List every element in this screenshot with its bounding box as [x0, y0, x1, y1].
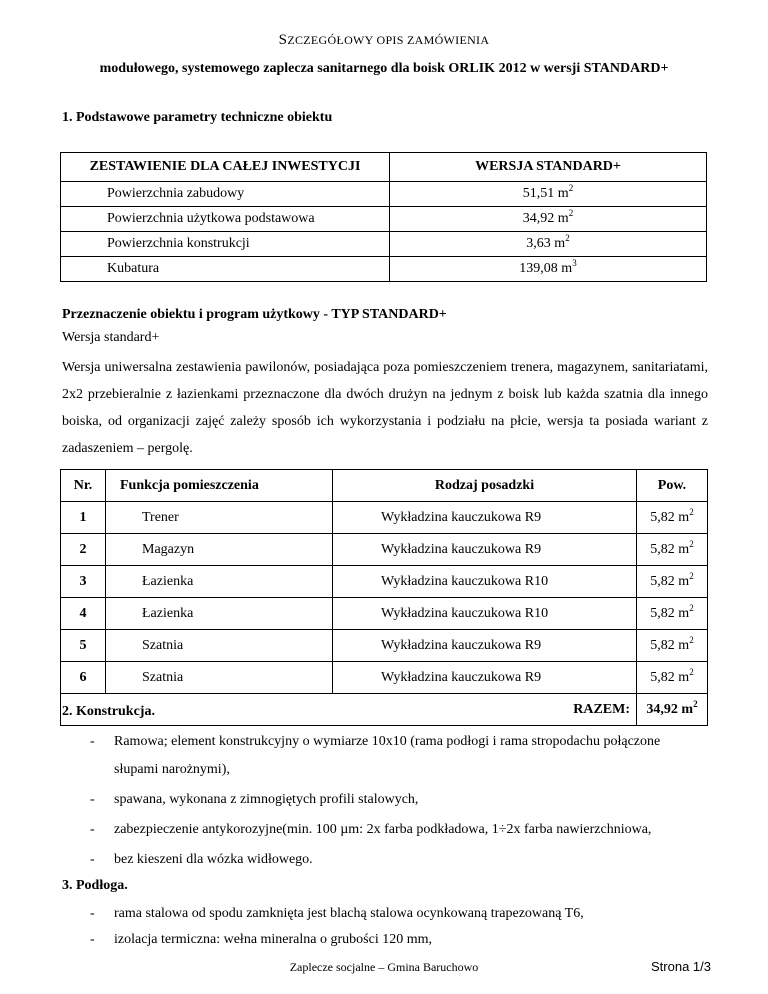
parameters-header-left: ZESTAWIENIE DLA CAŁEJ INWESTYCJI: [61, 153, 390, 182]
table-row: [61, 566, 708, 598]
room-function: Łazienka: [106, 598, 333, 630]
total-label: RAZEM:: [61, 694, 637, 726]
table-row: [61, 232, 707, 257]
room-floor: Wykładzina kauczukowa R9: [333, 534, 637, 566]
dash-marker: -: [90, 932, 95, 947]
list-item: słupami narożnymi),: [114, 762, 230, 777]
room-nr: 3: [61, 566, 106, 598]
param-value: 51,51 $m^2$: [390, 182, 707, 207]
total-value: 34,92 $m^2$: [637, 694, 708, 726]
rooms-total-row: [61, 694, 708, 726]
param-label: Kubatura: [61, 257, 390, 282]
room-nr: 2: [61, 534, 106, 566]
room-function: Szatnia: [106, 630, 333, 662]
header-area: Pow.: [637, 470, 708, 502]
purpose-paragraph: Wersja uniwersalna zestawienia pawilonów, posiadająca poza pomieszczeniem trenera, magazynem, sanitariatami, 2x2 przebieralnie z łazienkami przeznaczone dla dwóch drużyn na jednym z boisk lub każda szatnia dla innego boiska, od organizacji zajęć zależy sposób ich wykorzystania i podziału na płcie, wersja ta posiada wariant z zadaszeniem – pergolę.: [62, 360, 708, 456]
room-floor: Wykładzina kauczukowa R10: [333, 598, 637, 630]
table-row: [61, 662, 708, 694]
list-item: rama stalowa od spodu zamknięta jest blachą stalowa ocynkowaną trapezowaną T6,: [114, 906, 584, 921]
param-value: 3,63 $m^2$: [390, 232, 707, 257]
document-title: [0, 32, 768, 49]
table-row: [61, 257, 707, 282]
header-function: Funkcja pomieszczenia: [106, 470, 333, 502]
room-area: 5,82 $m^2$: [637, 630, 708, 662]
section3-heading: 3. Podłoga.: [62, 878, 128, 893]
header-nr: Nr.: [61, 470, 106, 502]
room-nr: 4: [61, 598, 106, 630]
purpose-heading: Przeznaczenie obiektu i program użytkowy - TYP STANDARD+: [62, 307, 447, 322]
footer-text: Zaplecze socjalne – Gmina Baruchowo: [289, 960, 479, 974]
title-rest: ZCZEGÓŁOWY OPIS ZAMÓWIENIA: [287, 33, 490, 47]
list-item: izolacja termiczna: wełna mineralna o grubości 120 mm,: [114, 932, 432, 947]
section2-heading: 2. Konstrukcja.: [62, 704, 155, 719]
dash-marker: -: [90, 852, 95, 867]
room-function: Trener: [106, 502, 333, 534]
room-floor: Wykładzina kauczukowa R9: [333, 502, 637, 534]
param-value: 34,92 $m^2$: [390, 207, 707, 232]
room-area: 5,82 $m^2$: [637, 598, 708, 630]
title-capital: S: [278, 32, 288, 48]
parameters-header-right: WERSJA STANDARD+: [390, 153, 707, 182]
room-floor: Wykładzina kauczukowa R10: [333, 566, 637, 598]
table-row: [61, 502, 708, 534]
dash-marker: -: [90, 792, 95, 807]
parameters-table: [60, 152, 707, 282]
header-floor: Rodzaj posadzki: [333, 470, 637, 502]
list-item: zabezpieczenie antykorozyjne(min. 100 µm: 2x farba podkładowa, 1÷2x farba nawierzchniowa,: [114, 822, 652, 837]
list-item: Ramowa; element konstrukcyjny o wymiarze 10x10 (rama podłogi i rama stropodachu połączone: [114, 734, 661, 749]
page-number: Strona 1/3: [651, 959, 711, 974]
list-item: bez kieszeni dla wózka widłowego.: [114, 852, 313, 867]
room-floor: Wykładzina kauczukowa R9: [333, 630, 637, 662]
rooms-table: [60, 469, 708, 726]
table-row: [61, 598, 708, 630]
dash-marker: -: [90, 734, 95, 749]
room-function: Magazyn: [106, 534, 333, 566]
document-subtitle: modułowego, systemowego zaplecza sanitarnego dla boisk ORLIK 2012 w wersji STANDARD+: [99, 61, 669, 76]
room-floor: Wykładzina kauczukowa R9: [333, 662, 637, 694]
param-label: Powierzchnia użytkowa podstawowa: [61, 207, 390, 232]
param-label: Powierzchnia zabudowy: [61, 182, 390, 207]
room-area: 5,82 $m^2$: [637, 502, 708, 534]
version-line: Wersja standard+: [62, 330, 160, 345]
list-item: spawana, wykonana z zimnogiętych profili stalowych,: [114, 792, 419, 807]
rooms-header-row: [61, 470, 708, 502]
table-row: [61, 534, 708, 566]
table-row: [61, 182, 707, 207]
dash-marker: -: [90, 822, 95, 837]
dash-marker: -: [90, 906, 95, 921]
param-label: Powierzchnia konstrukcji: [61, 232, 390, 257]
table-row: [61, 630, 708, 662]
room-area: 5,82 $m^2$: [637, 566, 708, 598]
room-area: 5,82 $m^2$: [637, 534, 708, 566]
table-row: [61, 207, 707, 232]
room-function: Łazienka: [106, 566, 333, 598]
room-function: Szatnia: [106, 662, 333, 694]
room-area: 5,82 $m^2$: [637, 662, 708, 694]
param-value: 139,08 $m^3$: [390, 257, 707, 282]
room-nr: 6: [61, 662, 106, 694]
room-nr: 1: [61, 502, 106, 534]
room-nr: 5: [61, 630, 106, 662]
section1-heading: 1. Podstawowe parametry techniczne obiektu: [62, 110, 333, 125]
